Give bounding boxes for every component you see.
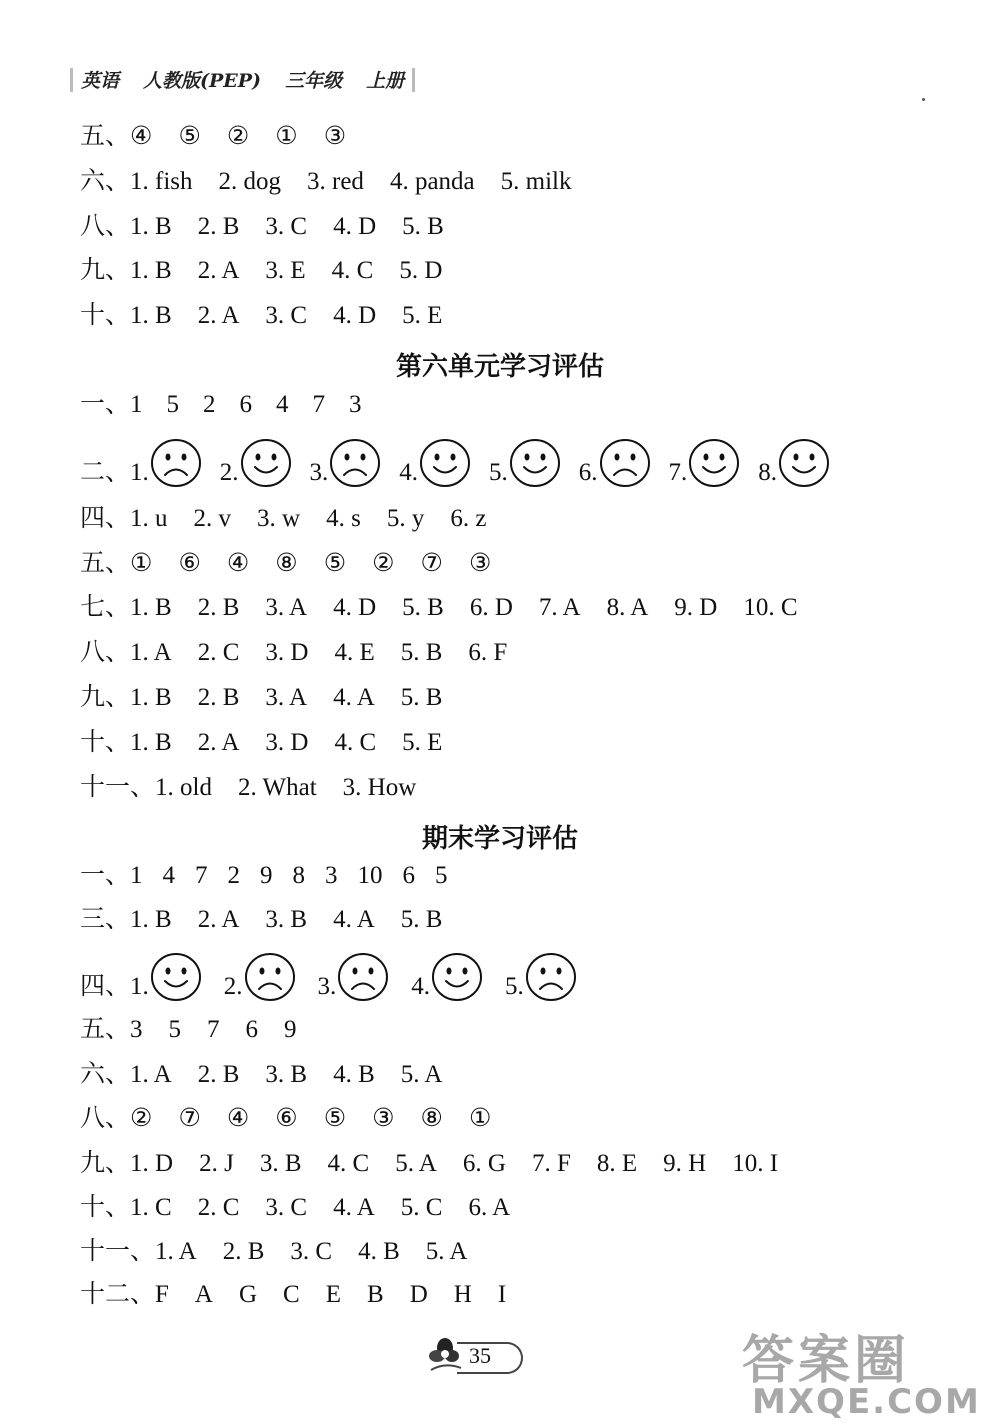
answer-item: ⑥ [275, 1105, 298, 1132]
answer-item: 5. C [400, 1194, 443, 1221]
answer-item: 9 [284, 1016, 297, 1043]
answer-item: 4. D [333, 302, 377, 329]
answer-row [80, 683, 468, 713]
answer-item: ② [130, 1105, 153, 1132]
answer-item: 4. panda [389, 168, 475, 195]
face-number: 2. [223, 973, 243, 1000]
face-item [399, 438, 471, 488]
answer-item: 5. B [400, 639, 443, 666]
answer-row [80, 1237, 493, 1267]
answer-row [80, 1104, 517, 1134]
face-item [669, 438, 741, 488]
answer-item: 4. A [333, 1194, 375, 1221]
face-number: 8. [758, 459, 778, 486]
answer-item: 6 [245, 1016, 259, 1043]
header-grade: 三年级 [285, 70, 343, 92]
answer-row [80, 1280, 532, 1310]
answer-item: 2. B [197, 1061, 240, 1088]
answer-item: A [194, 1281, 213, 1308]
answer-item: 6. D [469, 594, 513, 621]
question-number: 八、 [80, 639, 131, 666]
header-edition: 人教版(PEP) [143, 70, 262, 92]
answer-item: 6 [239, 391, 253, 418]
answer-item: 10. C [743, 594, 798, 621]
question-number: 九、 [80, 1150, 131, 1177]
face-number: 6. [578, 459, 598, 486]
answer-item: 4. A [333, 684, 375, 711]
answer-item: B [367, 1281, 384, 1308]
answer-item: 5. A [395, 1150, 437, 1177]
question-number: 八、 [80, 1105, 131, 1132]
answer-item: 5. A [400, 1061, 443, 1088]
answer-item: 2 [203, 391, 216, 418]
answer-item: 5. milk [500, 168, 572, 195]
answer-item: ③ [323, 123, 347, 150]
answer-item: 5. B [402, 213, 444, 240]
page-footer [425, 1330, 525, 1382]
question-number: 六、 [80, 1061, 131, 1088]
answer-item: 3. C [290, 1238, 333, 1265]
answer-item: 2. B [222, 1238, 265, 1265]
answer-item: 5. D [399, 257, 443, 284]
answer-item: 9 [260, 862, 273, 889]
face-number: 1. [130, 459, 149, 486]
question-number: 四、 [80, 973, 131, 1000]
answer-item: 2 [227, 862, 241, 889]
question-number: 一、 [80, 862, 131, 889]
answer-item: ④ [130, 123, 153, 150]
watermark-cn: 答案圈 [742, 1331, 911, 1391]
answer-item: ⑤ [323, 550, 347, 577]
answer-item: 7 [195, 862, 208, 889]
face-item [130, 438, 202, 488]
face-item [310, 438, 382, 488]
answer-item: C [283, 1281, 300, 1308]
question-number: 三、 [80, 906, 131, 933]
watermark [742, 1318, 992, 1422]
question-number: 六、 [80, 168, 131, 195]
face-answer-row [80, 952, 599, 1002]
answer-item: 2. A [197, 906, 240, 933]
sad-face-icon [525, 952, 577, 1002]
answer-item: 8. A [606, 594, 649, 621]
answer-item: ② [226, 123, 250, 150]
answer-item: ⑤ [323, 1105, 347, 1132]
answer-item: H [453, 1281, 472, 1308]
answer-item: ⑧ [275, 550, 298, 577]
answer-item: 1. fish [130, 168, 193, 195]
answer-item: ⑥ [178, 550, 201, 577]
answer-item: 1. B [130, 684, 172, 711]
answer-item: E [325, 1281, 342, 1308]
answer-item: 9. H [663, 1150, 707, 1177]
face-item [758, 438, 830, 488]
face-number: 4. [411, 973, 431, 1000]
answer-item: 10. I [732, 1150, 779, 1177]
answer-row [80, 861, 468, 891]
header-bar-right [412, 68, 415, 92]
answer-item: 3. A [265, 594, 308, 621]
answer-item: 1. B [130, 213, 172, 240]
face-answer-row [80, 438, 848, 488]
face-item [579, 438, 651, 488]
answer-item: 6. G [462, 1150, 506, 1177]
answer-row [80, 256, 468, 286]
answer-item: 5. B [402, 594, 444, 621]
answer-item: 3. D [265, 729, 309, 756]
answer-item: 5. B [400, 906, 443, 933]
answer-item: 4. B [358, 1238, 400, 1265]
answer-item: 3. How [342, 774, 417, 801]
answer-item: 3. E [265, 257, 306, 284]
answer-item: 2. A [197, 302, 240, 329]
face-item [411, 952, 483, 1002]
answer-item: ① [130, 550, 153, 577]
sad-face-icon [329, 438, 381, 488]
answer-item: 3 [130, 1016, 143, 1043]
answer-row [80, 1193, 536, 1223]
question-number: 十二、 [80, 1281, 156, 1308]
sad-face-icon [599, 438, 651, 488]
answer-item: 3. B [259, 1150, 302, 1177]
face-number: 5. [505, 973, 524, 1000]
question-number: 七、 [80, 594, 131, 621]
happy-face-icon [240, 438, 292, 488]
answer-item: ① [468, 1105, 492, 1132]
face-number: 7. [668, 459, 688, 486]
answer-item: ⑤ [178, 123, 201, 150]
answer-item: ⑦ [420, 550, 443, 577]
answer-item: 2. A [197, 257, 240, 284]
section-title: 第六单元学习评估 [395, 352, 604, 382]
answer-item: 2. A [197, 729, 240, 756]
answer-item: 4. B [333, 1061, 375, 1088]
answer-item: 2. v [193, 505, 232, 532]
header-bar-left [70, 68, 73, 92]
answer-item: 1. D [130, 1150, 174, 1177]
answer-item: 5 [166, 391, 180, 418]
answer-row [80, 1060, 468, 1090]
answer-row [80, 638, 533, 668]
happy-face-icon [431, 952, 483, 1002]
answer-item: 8 [292, 862, 306, 889]
answer-item: 1. C [130, 1194, 172, 1221]
page-number: 35 [469, 1343, 491, 1368]
answer-item: 2. J [199, 1150, 234, 1177]
face-number: 3. [309, 459, 329, 486]
answer-item: ② [372, 550, 395, 577]
answer-item: 4. A [333, 906, 375, 933]
answer-item: 4. C [334, 729, 377, 756]
answer-item: 4 [276, 391, 289, 418]
answer-row [80, 905, 468, 935]
answer-item: 5. B [400, 684, 443, 711]
answer-item: 5. E [402, 729, 443, 756]
answer-item: 3 [349, 391, 362, 418]
question-number: 五、 [80, 123, 131, 150]
answer-item: 1. B [130, 594, 172, 621]
happy-face-icon [150, 952, 202, 1002]
question-number: 九、 [80, 257, 131, 284]
face-number: 3. [317, 973, 337, 1000]
answer-item: 10 [357, 862, 383, 889]
answer-item: ③ [468, 550, 492, 577]
decor-dot [922, 98, 925, 101]
answer-item: 5. E [402, 302, 443, 329]
answer-item: 6. F [468, 639, 508, 666]
answer-item: 4. C [327, 1150, 370, 1177]
answer-item: 3 [325, 862, 338, 889]
answer-item: ① [275, 123, 298, 150]
answer-row [80, 1015, 323, 1045]
happy-face-icon [419, 438, 471, 488]
question-number: 十、 [80, 729, 131, 756]
face-number: 5. [489, 459, 508, 486]
answer-item: D [409, 1281, 428, 1308]
answer-item: ④ [226, 1105, 250, 1132]
answer-item: 1. A [130, 639, 172, 666]
answer-row [80, 504, 512, 534]
sad-face-icon [150, 438, 202, 488]
answer-item: 6. z [450, 505, 487, 532]
answer-item: 5. A [425, 1238, 468, 1265]
answer-item: 3. D [265, 639, 309, 666]
page-header [70, 66, 415, 93]
answer-row [80, 122, 372, 152]
answer-item: 1. B [130, 906, 172, 933]
header-volume: 上册 [366, 70, 405, 92]
answer-item: 3. A [265, 684, 308, 711]
answer-item: 2. B [197, 594, 240, 621]
answer-item: 7 [207, 1016, 220, 1043]
answer-item: 8. E [596, 1150, 638, 1177]
answer-item: 1. B [130, 729, 172, 756]
answer-item: 3. C [265, 302, 308, 329]
answer-item: 7 [312, 391, 326, 418]
answer-item: 4. D [333, 594, 377, 621]
answer-item: 2. B [197, 684, 240, 711]
answer-item: 3. B [265, 906, 308, 933]
answer-item: ⑧ [420, 1105, 443, 1132]
answer-item: 1. old [155, 774, 212, 801]
answer-item: 2. B [197, 213, 240, 240]
answer-item: 4. C [331, 257, 374, 284]
answer-item: 6. A [468, 1194, 511, 1221]
answer-item: 2. C [197, 1194, 240, 1221]
answer-item: ⑦ [178, 1105, 201, 1132]
answer-item: ③ [372, 1105, 395, 1132]
answer-item: F [155, 1281, 169, 1308]
answer-row [80, 1149, 804, 1179]
question-number: 八、 [80, 213, 131, 240]
question-number: 十、 [80, 1194, 131, 1221]
header-subject: 英语 [81, 70, 120, 92]
question-number: 五、 [80, 1016, 131, 1043]
answer-item: 3. B [265, 1061, 308, 1088]
face-item [220, 438, 292, 488]
answer-item: 1. u [130, 505, 168, 532]
question-number: 一、 [80, 391, 131, 418]
question-number: 四、 [80, 505, 131, 532]
answer-row [80, 301, 468, 331]
sad-face-icon [337, 952, 389, 1002]
question-number: 五、 [80, 550, 131, 577]
face-number: 1. [130, 973, 149, 1000]
answer-item: 5. y [386, 505, 425, 532]
answer-item: 4 [162, 862, 176, 889]
face-number: 2. [219, 459, 239, 486]
answer-item: 7. A [538, 594, 581, 621]
answer-item: 6 [402, 862, 416, 889]
answer-row [80, 167, 597, 197]
answer-item: 1. A [155, 1238, 197, 1265]
answer-item: 1. A [130, 1061, 172, 1088]
watermark-en: MXQE.COM [752, 1382, 981, 1422]
face-item [318, 952, 390, 1002]
answer-item: 4. s [326, 505, 361, 532]
answer-row [80, 212, 470, 242]
face-item [224, 952, 296, 1002]
section-title: 期末学习评估 [421, 824, 578, 854]
answer-item: I [497, 1281, 507, 1308]
answer-row [80, 549, 517, 579]
answer-row [80, 593, 824, 623]
answer-item: 4. D [333, 213, 377, 240]
question-number: 九、 [80, 684, 131, 711]
face-item [489, 438, 561, 488]
answer-row [80, 390, 386, 420]
answer-item: 3. red [307, 168, 364, 195]
question-number: 二、 [80, 459, 131, 486]
answer-item: G [238, 1281, 258, 1308]
answer-item: 5 [435, 862, 448, 889]
answer-item: 1. B [130, 257, 172, 284]
question-number: 十一、 [80, 1238, 156, 1265]
answer-item: ④ [226, 550, 250, 577]
answer-item: 7. F [531, 1150, 571, 1177]
happy-face-icon [688, 438, 740, 488]
question-number: 十一、 [80, 774, 156, 801]
answer-item: 2. C [197, 639, 240, 666]
answer-item: 2. dog [218, 168, 282, 195]
answer-item: 2. What [237, 774, 317, 801]
question-number: 十、 [80, 302, 131, 329]
happy-face-icon [778, 438, 830, 488]
answer-item: 3. C [265, 213, 308, 240]
face-number: 4. [399, 459, 419, 486]
answer-item: 1 [130, 391, 143, 418]
sad-face-icon [244, 952, 296, 1002]
face-item [505, 952, 577, 1002]
answer-item: 3. w [257, 505, 301, 532]
happy-face-icon [509, 438, 561, 488]
answer-row [80, 728, 468, 758]
answer-item: 5 [168, 1016, 182, 1043]
answer-item: 4. E [334, 639, 375, 666]
answer-item: 9. D [674, 594, 718, 621]
answer-item: 1 [130, 862, 143, 889]
answer-row [80, 773, 442, 803]
face-item [130, 952, 202, 1002]
answer-item: 3. C [265, 1194, 308, 1221]
answer-item: 1. B [130, 302, 172, 329]
